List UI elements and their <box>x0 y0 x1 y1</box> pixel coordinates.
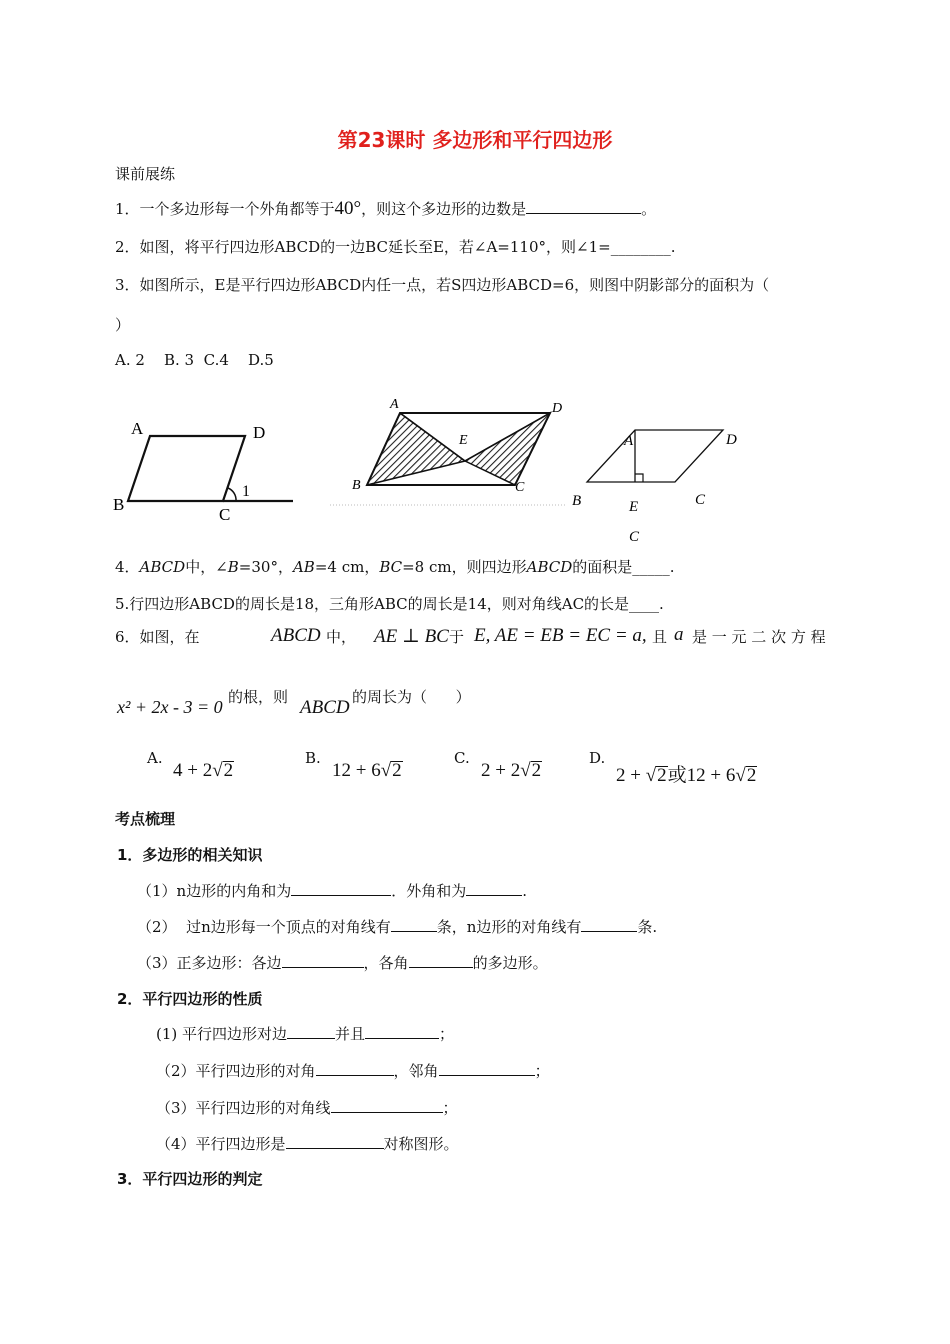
q6-option-d-rad: 2 <box>657 765 667 786</box>
q1-prefix: 1．一个多边形每一个外角都等于 <box>115 200 335 218</box>
fig1-label-c: C <box>219 505 231 524</box>
q6-option-d-post: 或12 + 6 <box>667 765 736 786</box>
review-1-3-blank-1[interactable] <box>282 953 364 968</box>
q6-option-c-rad: 2 <box>531 760 542 781</box>
review-2-2-blank-1[interactable] <box>316 1061 394 1076</box>
review-1-2-blank-2[interactable] <box>581 917 637 932</box>
q6-option-a-label: A. <box>147 749 163 767</box>
review-2-2-blank-2[interactable] <box>439 1061 535 1076</box>
q6-option-a-value: 4 + 2√2 <box>173 760 234 781</box>
q6-root-text: 的根，则 <box>228 688 289 706</box>
review-2-3-c: ； <box>442 1099 458 1117</box>
review-2-4 <box>156 1133 459 1154</box>
question-1 <box>115 198 656 220</box>
q6-abcd: ABCD <box>271 625 321 646</box>
fig1-label-d: D <box>253 423 266 442</box>
figure-3-parallelogram-height <box>565 420 755 550</box>
fig1-angle-arc <box>228 488 236 501</box>
q2-answer-blank[interactable]: ________ <box>610 238 671 256</box>
fig3-label-b: B <box>572 493 582 509</box>
fig3-label-c-bottom: C <box>629 529 640 545</box>
question-2 <box>115 236 675 257</box>
q6-option-c-label: C. <box>454 749 470 767</box>
review-2-2-b: ，邻角 <box>393 1062 439 1080</box>
review-1-2-b: 条，n边形的对角线有 <box>436 918 582 936</box>
q6-option-a-pre: 4 + 2 <box>173 760 213 781</box>
q4-text-5: =8 cm，则四边形 <box>402 558 527 576</box>
review-1-3-c: 的多边形。 <box>472 954 548 972</box>
q6-option-c-value: 2 + 2√2 <box>481 760 542 781</box>
q6-abcd-2: ABCD <box>300 697 350 718</box>
fig2-shaded-triangle-left <box>367 413 465 485</box>
figure-2-shaded-parallelogram <box>325 390 570 515</box>
q5-end: . <box>659 595 664 613</box>
q4-text-4: =4 cm， <box>314 558 380 576</box>
question-3-line2: ） <box>115 316 131 334</box>
review-2-3 <box>156 1097 458 1118</box>
q4-var-bc: BC <box>379 558 403 576</box>
q6-perimeter-text: 的周长为（ ） <box>352 688 471 706</box>
review-1-2-c: 条. <box>637 918 658 936</box>
q4-text-6: 的面积是 <box>572 558 633 576</box>
review-1-2-a: （2） 过n边形每一个顶点的对角线有 <box>137 918 391 936</box>
fig1-label-angle: 1 <box>242 483 250 500</box>
review-1-3 <box>137 952 548 973</box>
fig2-label-d: D <box>552 401 563 416</box>
review-1-1 <box>137 880 527 901</box>
figure-1-parallelogram <box>105 410 305 525</box>
review-1-3-a: （3）正多边形：各边 <box>137 954 282 972</box>
q4-text-2: 中，∠ <box>185 558 228 576</box>
q6-option-b-pre: 12 + 6 <box>332 760 381 781</box>
review-2-2-a: （2）平行四边形的对角 <box>156 1062 316 1080</box>
q1-answer-blank[interactable] <box>526 199 641 214</box>
review-2-4-blank[interactable] <box>286 1134 384 1149</box>
review-2-2-c: ； <box>534 1062 550 1080</box>
review-2-1-blank-1[interactable] <box>287 1024 335 1039</box>
q4-var-ab: AB <box>292 558 315 576</box>
review-1-2-blank-1[interactable] <box>391 917 437 932</box>
q6-equation: x² + 2x - 3 = 0 <box>117 697 223 717</box>
q4-answer-blank[interactable]: _____ <box>632 558 670 576</box>
review-section-2: 2．平行四边形的性质 <box>117 990 263 1008</box>
q1-suffix: ，则这个多边形的边数是 <box>361 200 527 218</box>
review-1-3-b: ，各角 <box>363 954 409 972</box>
fig3-right-angle-mark <box>635 474 643 482</box>
q6-option-b-value: 12 + 6√2 <box>332 760 402 781</box>
q6-condition-perp: AE ⊥ BC <box>374 626 449 647</box>
review-2-1 <box>156 1023 454 1044</box>
q5-text: 5.行四边形ABCD的周长是18，三角形ABC的周长是14，则对角线AC的长是 <box>115 595 630 613</box>
q2-text: 2．如图，将平行四边形ABCD的一边BC延长至E，若∠A=110°，则∠1= <box>115 238 611 256</box>
review-1-1-a: （1）n边形的内角和为 <box>137 882 292 900</box>
review-2-2 <box>156 1060 550 1081</box>
q4-var-abcd-2: ABCD <box>526 558 573 576</box>
q1-angle: 40° <box>334 198 362 219</box>
q4-text-1: 4． <box>115 558 140 576</box>
q6-option-d-label: D. <box>589 749 606 767</box>
q1-end: 。 <box>641 200 657 218</box>
review-1-1-b: ．外角和为 <box>391 882 467 900</box>
review-2-4-a: （4）平行四边形是 <box>156 1135 286 1153</box>
q6-option-d-value: 2 + √2或12 + 6√2 <box>616 765 757 786</box>
fig2-label-e: E <box>459 433 468 448</box>
q6-condition-equal: E, AE = EB = EC = a, <box>474 625 647 646</box>
q5-answer-blank[interactable]: ____ <box>629 595 660 613</box>
section-heading-review: 考点梳理 <box>115 810 176 828</box>
q4-var-abcd: ABCD <box>139 558 186 576</box>
fig1-shape <box>128 436 245 501</box>
fig3-shape <box>587 430 723 482</box>
fig3-label-e: E <box>629 499 639 515</box>
q6-option-a-rad: 2 <box>223 760 234 781</box>
review-2-1-c: ； <box>439 1025 455 1043</box>
q6-mid1: 中， <box>326 628 357 646</box>
review-1-1-blank-2[interactable] <box>466 881 522 896</box>
fig2-label-c: C <box>515 480 525 495</box>
review-2-1-blank-2[interactable] <box>365 1024 439 1039</box>
review-2-3-blank[interactable] <box>331 1098 443 1113</box>
review-2-4-b: 对称图形。 <box>383 1135 459 1153</box>
question-3-options: A. 2 B. 3 C.4 D.5 <box>115 351 274 369</box>
q6-yu: 于 <box>449 628 465 646</box>
review-2-1-a: (1) 平行四边形对边 <box>156 1025 288 1043</box>
q2-end: . <box>670 238 676 256</box>
review-2-3-a: （3）平行四边形的对角线 <box>156 1099 331 1117</box>
fig3-label-c: C <box>695 492 706 508</box>
q6-number: 6．如图，在 <box>115 628 200 646</box>
page-title: 第23课时 多边形和平行四边形 <box>337 128 613 152</box>
review-1-1-blank-1[interactable] <box>291 881 391 896</box>
review-section-3: 3．平行四边形的判定 <box>117 1170 263 1188</box>
q6-shi: 是 一 元 二 次 方 程 <box>692 628 826 646</box>
question-4 <box>115 556 675 577</box>
question-3-line1: 3．如图所示，E是平行四边形ABCD内任一点，若S四边形ABCD=6，则图中阴影部分的面积为（ <box>115 276 770 294</box>
fig1-label-b: B <box>113 495 125 514</box>
fig3-label-a: A <box>624 433 634 449</box>
section-heading-pre-class: 课前展练 <box>115 165 176 183</box>
fig2-label-a: A <box>390 397 399 412</box>
q6-option-d-rad2: 2 <box>746 765 757 786</box>
fig2-label-b: B <box>352 478 361 493</box>
q4-text-3: =30°， <box>238 558 293 576</box>
q4-var-b: B <box>227 558 239 576</box>
review-section-1: 1．多边形的相关知识 <box>117 846 263 864</box>
q6-option-b-rad: 2 <box>392 760 402 781</box>
q4-end: . <box>669 558 675 576</box>
q6-option-d-pre: 2 + <box>616 765 646 786</box>
fig1-label-a: A <box>131 419 144 438</box>
q6-option-b-label: B. <box>305 749 321 767</box>
q6-qie: 且 <box>652 628 668 646</box>
q6-var-a: a <box>674 624 684 645</box>
q6-option-c-pre: 2 + 2 <box>481 760 521 781</box>
review-2-1-b: 并且 <box>335 1025 366 1043</box>
review-1-1-c: . <box>522 882 528 900</box>
review-1-2 <box>137 916 657 937</box>
question-5 <box>115 593 664 614</box>
review-1-3-blank-2[interactable] <box>409 953 473 968</box>
fig2-shaded-triangle-right <box>465 413 550 485</box>
fig3-label-d: D <box>726 432 737 448</box>
